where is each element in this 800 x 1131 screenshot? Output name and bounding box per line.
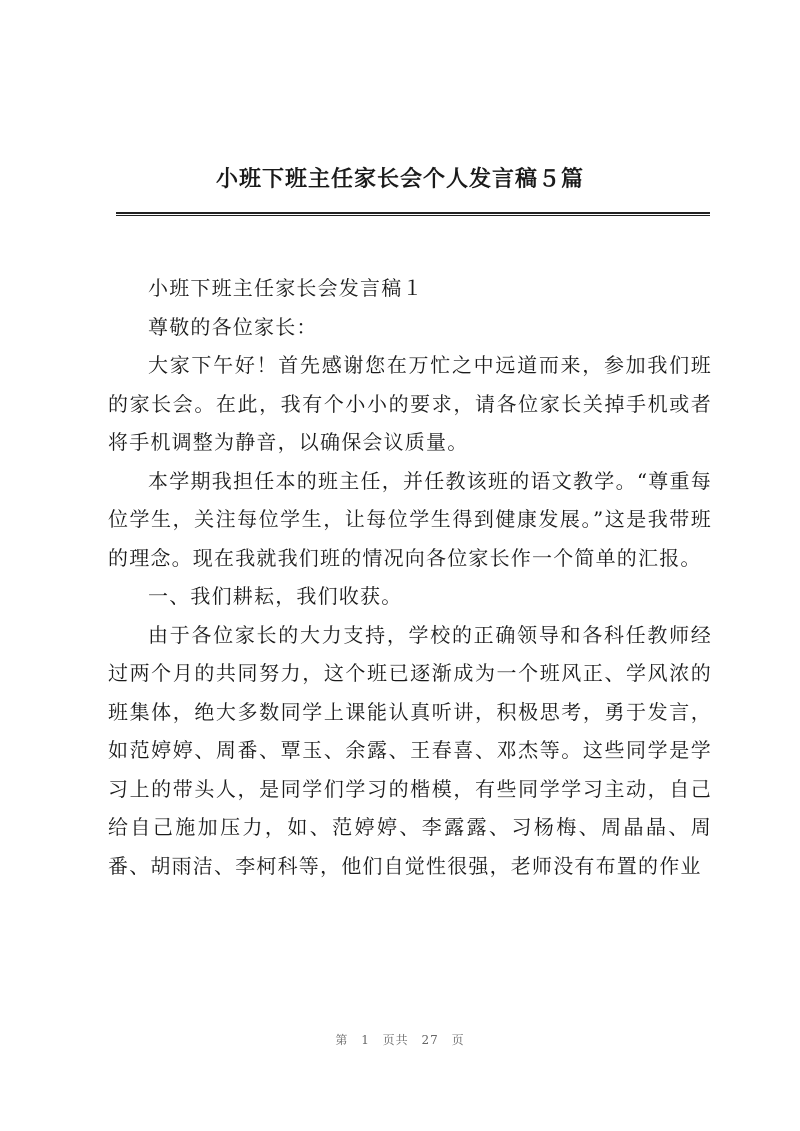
- footer-label-page: 第: [335, 1033, 349, 1047]
- title-divider: [116, 212, 710, 216]
- body-paragraph: 由于各位家长的大力支持，学校的正确领导和各科任教师经过两个月的共同努力，这个班已逐渐成为一个班风正、学风浓的班集体，绝大多数同学上课能认真听讲，积极思考，勇于发言，如范婷婷、周番、覃玉、余露、王春喜、邓杰等。这些同学是学习上的带头人，是同学们学习的楷模，有些同学学习主动，自己给自己施加压力，如、范婷婷、李露露、习杨梅、周晶晶、周番、胡雨洁、李柯科等，他们自觉性很强，老师没有布置的作业: [108, 622, 712, 878]
- subsection-heading: 一、我们耕耘，我们收获。: [148, 584, 403, 608]
- document-body: [108, 269, 712, 885]
- footer-label-of: 页共: [382, 1033, 409, 1047]
- footer-current-page: 1: [361, 1033, 370, 1047]
- salutation: 尊敬的各位家长：: [148, 314, 318, 339]
- document-title: 小班下班主任家长会个人发言稿５篇: [215, 166, 584, 192]
- page-footer: [0, 1031, 800, 1048]
- body-paragraph: 本学期我担任本的班主任，并任教该班的语文教学。“尊重每位学生，关注每位学生，让每位学生得到健康发展。”这是我带班的理念。现在我就我们班的情况向各位家长作一个简单的汇报。: [108, 468, 712, 570]
- footer-label-pages: 页: [451, 1033, 465, 1047]
- body-paragraph: 大家下午好！首先感谢您在万忙之中远道而来，参加我们班的家长会。在此，我有个小小的要求，请各位家长关掉手机或者将手机调整为静音，以确保会议质量。: [108, 353, 712, 454]
- footer-total-pages: 27: [421, 1033, 439, 1047]
- section-heading: 小班下班主任家长会发言稿１: [148, 276, 424, 300]
